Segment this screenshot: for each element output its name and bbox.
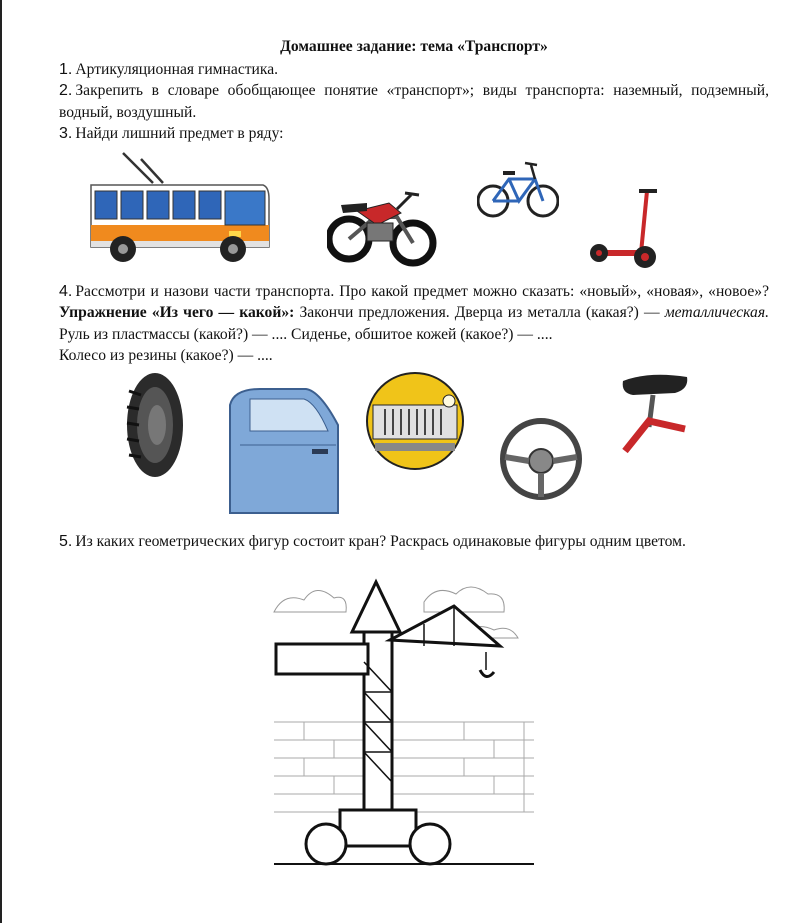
- example-answer: металлическая.: [664, 304, 769, 321]
- item-text: Закрепить в словаре обобщающее понятие «транспорт»; виды транспорта: наземный, подземный, водный, воздушный.: [59, 82, 769, 121]
- item-text-cont: Закончи предложения. Дверца из металла (какая?) —: [299, 304, 660, 321]
- car-door-picture: [220, 385, 344, 515]
- item-4-line2: Колесо из резины (какое?) — ....: [59, 347, 273, 364]
- item-4: [59, 281, 769, 346]
- bicycle-picture: [477, 151, 559, 223]
- item-text: Найди лишний предмет в ряду:: [75, 125, 284, 142]
- item-number: 4.: [59, 282, 73, 300]
- exercise-title: Упражнение «Из чего — какой»:: [59, 304, 295, 321]
- homework-sheet: [59, 36, 769, 890]
- crane-picture[interactable]: [264, 572, 544, 890]
- crane-coloring-area: [59, 572, 769, 890]
- bicycle-seat-picture: [619, 371, 691, 455]
- page-left-border: [0, 0, 2, 923]
- car-grille-picture: [365, 371, 465, 471]
- item-1: [59, 59, 769, 81]
- steering-wheel-picture: [499, 417, 583, 501]
- vehicle-parts-row: [59, 371, 769, 521]
- item-text: Артикуляционная гимнастика.: [75, 60, 279, 78]
- item-number: 5.: [59, 532, 73, 550]
- odd-one-out-row: [59, 151, 769, 273]
- motorcycle-picture: [327, 173, 437, 271]
- item-5: [59, 531, 769, 553]
- scooter-picture: [587, 187, 663, 271]
- item-text: Из каких геометрических фигур состоит кран? Раскрась одинаковые фигуры одним цветом.: [75, 532, 686, 550]
- item-3: [59, 123, 769, 145]
- item-2: [59, 80, 769, 123]
- page-title: Домашнее задание: тема «Транспорт»: [280, 38, 548, 55]
- item-text-end: Руль из пластмассы (какой?) — .... Сиденье, обшитое кожей (какое?) — ....: [59, 325, 553, 343]
- item-number: 1.: [59, 60, 73, 78]
- item-number: 2.: [59, 82, 73, 99]
- item-number: 3.: [59, 125, 73, 142]
- item-text: Рассмотри и назови части транспорта. Про какой предмет можно сказать: «новый», «новая», «новое»?: [75, 282, 769, 300]
- tire-picture: [123, 371, 187, 479]
- trolleybus-picture: [83, 151, 273, 271]
